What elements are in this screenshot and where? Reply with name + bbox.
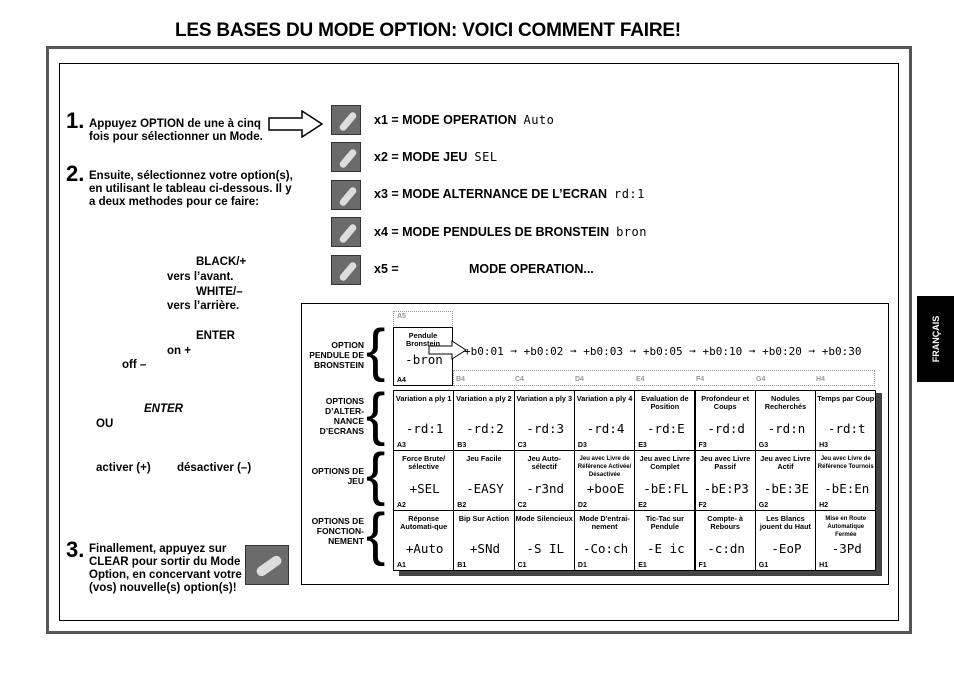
mode-5-label: x5 =: [374, 262, 399, 276]
chain-arrow-icon: ➞: [748, 345, 763, 358]
page-title: LES BASES DU MODE OPTION: VOICI COMMENT FAIRE!: [175, 20, 681, 41]
option-cell-title: Réponse Automati-que: [400, 514, 448, 531]
option-cell[interactable]: [574, 390, 635, 451]
option-cell-code: D3: [577, 442, 587, 449]
option-cell-title: Jeu Facile: [466, 454, 502, 463]
chain-value: +b0:03: [583, 345, 623, 358]
deactivate-label: désactiver (–): [177, 462, 252, 474]
chain-value: +b0:02: [523, 345, 564, 358]
backward-label: vers l’arrière.: [167, 300, 240, 312]
mode-1-label: x1 = MODE OPERATION: [374, 113, 517, 127]
option-cell-lcd: -bE:FL: [643, 481, 689, 496]
or-label: OU: [96, 418, 114, 430]
mode-2-lcd: SEL: [474, 150, 498, 164]
mode-1: [374, 113, 554, 127]
dim-code: B4: [456, 376, 465, 383]
grid-shadow: [876, 393, 882, 576]
option-cell-code: D1: [577, 562, 587, 569]
enter-italic-label: ENTER: [144, 403, 183, 415]
right-arrow-icon: [268, 110, 324, 138]
option-cell-lcd: -rd:3: [526, 421, 565, 436]
row-label-jeu: OPTIONS DE JEU: [311, 466, 364, 486]
option-cell-lcd: -rd:1: [405, 421, 444, 436]
option-cell-code: F1: [698, 562, 707, 569]
mode-2-label: x2 = MODE JEU: [374, 150, 468, 164]
option-cell-code: A3: [397, 442, 406, 449]
dim-code: D4: [575, 376, 584, 383]
option-cell[interactable]: [695, 450, 756, 511]
option-cell-lcd: -EoP: [771, 541, 802, 556]
option-cell[interactable]: [393, 390, 454, 451]
option-cell-code: H3: [819, 442, 829, 449]
option-cell[interactable]: [695, 510, 756, 571]
option-cell-lcd: +SNd: [469, 541, 500, 556]
option-cell[interactable]: [393, 510, 454, 571]
off-minus-label: off –: [122, 359, 147, 371]
bronstein-chain: [464, 345, 862, 358]
option-cell-title: Variation a ply 4: [576, 394, 633, 403]
option-cell-lcd: -bE:En: [824, 481, 870, 496]
option-cell-code: H1: [819, 562, 829, 569]
option-cell-title: Variation a ply 2: [456, 394, 512, 403]
option-cell-code: G3: [758, 442, 769, 449]
option-cell[interactable]: [514, 450, 575, 511]
option-cell-lcd: -rd:4: [586, 421, 625, 436]
brace-icon: {: [366, 502, 386, 567]
option-cell-title: Jeu avec Livre Actif: [760, 454, 811, 471]
option-cell-title: Variation a ply 3: [516, 394, 573, 403]
option-cell-code: C1: [517, 562, 527, 569]
option-cell-title: Tic-Tac sur Pendule: [645, 514, 684, 531]
option-cell-code: G2: [758, 502, 769, 509]
option-cell-lcd: -3Pd: [831, 541, 862, 556]
option-button-icon: [338, 148, 358, 169]
option-cell-title: Jeu avec Livre Complet: [639, 454, 690, 471]
mode-4-lcd: bron: [616, 225, 647, 239]
option-cell-code: E2: [638, 502, 647, 509]
black-plus-label: BLACK/+: [196, 256, 247, 268]
option-cell[interactable]: [574, 450, 635, 511]
brace-icon: {: [366, 442, 386, 507]
option-cell-title: Jeu avec Livre de Référence Tournois: [817, 456, 874, 470]
chain-arrow-icon: ➞: [510, 345, 524, 358]
option-cell[interactable]: [695, 390, 756, 451]
mode-4-label: x4 = MODE PENDULES DE BRONSTEIN: [374, 225, 610, 239]
clear-button[interactable]: [245, 545, 289, 585]
option-cell[interactable]: [815, 390, 876, 451]
activate-label: activer (+): [96, 462, 151, 474]
enter-label: ENTER: [196, 330, 235, 342]
option-cell-lcd: -c:dn: [707, 541, 745, 556]
dim-code: G4: [756, 376, 766, 383]
chain-value: +b0:30: [821, 345, 862, 358]
mode-5-extra: MODE OPERATION...: [469, 262, 594, 276]
option-cell-code: C3: [517, 442, 527, 449]
option-cell[interactable]: [393, 450, 454, 511]
option-cell[interactable]: [815, 510, 876, 571]
option-cell-code: C2: [517, 502, 527, 509]
white-minus-label: WHITE/–: [196, 286, 243, 298]
option-cell-code: B2: [457, 502, 467, 509]
mode-2: [374, 150, 498, 164]
chain-value: +b0:10: [702, 345, 743, 358]
option-button-icon: [338, 261, 358, 282]
option-cell[interactable]: [453, 450, 514, 511]
option-cell[interactable]: [514, 510, 575, 571]
option-cell[interactable]: [453, 390, 514, 451]
option-cell-code: D2: [577, 502, 587, 509]
option-cell-title: Profondeur et Coups: [701, 394, 750, 411]
option-cell-lcd: -r3nd: [526, 481, 565, 496]
option-cell-code: G1: [758, 562, 769, 569]
option-cell-lcd: -E ic: [647, 541, 685, 556]
option-button-icon: [338, 111, 358, 132]
option-cell[interactable]: [634, 390, 695, 451]
option-cell[interactable]: [514, 390, 575, 451]
option-cell-lcd: +booE: [586, 481, 625, 496]
dim-code: H4: [816, 376, 825, 383]
option-cell-title: Les Blancs jouent du Haut: [759, 514, 811, 531]
option-cell-title: Force Brute/ sélective: [402, 454, 446, 471]
mode-3-lcd: rd:1: [613, 187, 645, 201]
step-1-text: Appuyez OPTION de une à cinq fois pour sélectionner un Mode.: [89, 118, 263, 143]
option-cell[interactable]: [453, 510, 514, 571]
on-plus-label: on +: [167, 345, 191, 357]
option-cell-lcd: -rd:d: [707, 421, 745, 436]
brace-icon: {: [366, 318, 386, 383]
option-cell-code: F3: [698, 442, 707, 449]
option-cell[interactable]: [815, 450, 876, 511]
step-1-number: 1.: [66, 108, 85, 133]
mode-1-lcd: Auto: [523, 113, 555, 127]
row-label-alternance: OPTIONS D’ALTER-NANCE D’ECRANS: [319, 396, 364, 436]
dim-code: E4: [636, 376, 645, 383]
option-cell-title: Mise en Route Automatique Fermée: [825, 516, 867, 538]
option-cell[interactable]: [755, 390, 816, 451]
option-cell-title: Jeu avec Livre Passif: [699, 454, 751, 471]
row-label-bronstein: OPTION PENDULE DE BRONSTEIN: [309, 340, 364, 370]
option-button[interactable]: [331, 255, 361, 285]
option-cell-title: Jeu Auto-sélectif: [527, 454, 561, 471]
clear-button-icon: [255, 554, 284, 578]
option-button[interactable]: [331, 105, 361, 135]
chain-value: +b0:01: [464, 345, 504, 358]
option-cell[interactable]: [574, 510, 635, 571]
option-button-icon: [338, 223, 358, 244]
step-3-number: 3.: [66, 537, 85, 562]
option-cell-code: B1: [457, 562, 467, 569]
option-cell-title: Mode Silencieux: [515, 514, 573, 523]
cell-a5-code: A5: [397, 313, 406, 320]
dim-code: C4: [515, 376, 524, 383]
dim-code: F4: [696, 376, 705, 383]
option-button[interactable]: [331, 180, 361, 210]
option-cell-title: Evaluation de Position: [641, 394, 689, 411]
mode-3-label: x3 = MODE ALTERNANCE DE L’ECRAN: [374, 187, 608, 201]
option-cell-lcd: -bE:3E: [763, 481, 810, 496]
forward-label: vers l’avant.: [167, 271, 234, 283]
language-tab-label: FRANÇAIS: [930, 315, 941, 363]
option-cell-title: Temps par Coup: [817, 394, 875, 403]
mode-4: [374, 225, 647, 239]
brace-icon: {: [366, 382, 386, 447]
option-button-icon: [338, 186, 358, 207]
option-cell-code: E3: [638, 442, 647, 449]
chain-arrow-icon: [428, 340, 468, 360]
option-cell[interactable]: [634, 510, 695, 571]
step-2-text: Ensuite, sélectionnez votre option(s), en utilisant le tableau ci-dessous. Il y a deux methodes pour ce faire:: [89, 170, 293, 208]
language-tab: [917, 296, 954, 382]
mode-3: [374, 187, 645, 201]
option-cell-code: A2: [397, 502, 406, 509]
option-cell[interactable]: [634, 450, 695, 511]
chain-arrow-icon: ➞: [808, 345, 822, 358]
option-cell-lcd: -rd:E: [647, 421, 685, 436]
chain-value: +b0:05: [642, 345, 683, 358]
option-cell-lcd: -EASY: [466, 481, 504, 496]
option-cell-lcd: -rd:2: [466, 421, 504, 436]
option-cell-title: Jeu avec Livre de Référence Activée/ Désactivée: [577, 456, 632, 478]
option-cell-code: E1: [638, 562, 647, 569]
chain-arrow-icon: ➞: [570, 345, 584, 358]
option-cell-code: A1: [397, 562, 406, 569]
option-button[interactable]: [331, 142, 361, 172]
option-cell[interactable]: [755, 510, 816, 571]
step-3-text: Finallement, appuyez sur CLEAR pour sortir du Mode Option, en concervant votre (vos) nouvelle(s) option(s)!: [89, 543, 242, 594]
option-cell-title: Variation a ply 1: [395, 394, 452, 403]
option-cell-title: Mode D'entrai-nement: [579, 514, 630, 531]
chain-value: +b0:20: [762, 345, 802, 358]
option-cell-lcd: -S IL: [526, 541, 565, 556]
row-label-fonctionnement: OPTIONS DE FONCTION-NEMENT: [311, 516, 364, 546]
chain-arrow-icon: ➞: [629, 345, 643, 358]
option-cell-lcd: -bE:P3: [703, 481, 749, 496]
option-cell-code: F2: [698, 502, 707, 509]
step-2-number: 2.: [66, 161, 85, 186]
option-cell-title: Bip Sur Action: [458, 514, 510, 523]
option-button[interactable]: [331, 217, 361, 247]
option-cell-title: Nodules Recherchés: [764, 394, 807, 411]
option-cell-lcd: -rd:n: [767, 421, 806, 436]
cell-a4-code: A4: [397, 377, 406, 384]
option-cell-code: H2: [819, 502, 829, 509]
mode-5: [374, 262, 399, 276]
cell-a5-placeholder: [393, 311, 453, 328]
cell-a4-title: Pendule Bronstein: [405, 331, 441, 348]
option-cell-lcd: -Co:ch: [582, 541, 629, 556]
option-cell-lcd: -rd:t: [827, 421, 866, 436]
option-cell-title: Compte- à Rebours: [707, 514, 743, 531]
cell-a4-lcd: -bron: [405, 352, 443, 367]
option-cell[interactable]: [755, 450, 816, 511]
option-cell-lcd: +SEL: [409, 481, 440, 496]
option-cell-code: B3: [457, 442, 467, 449]
chain-arrow-icon: ➞: [689, 345, 703, 358]
option-cell-lcd: +Auto: [405, 541, 444, 556]
